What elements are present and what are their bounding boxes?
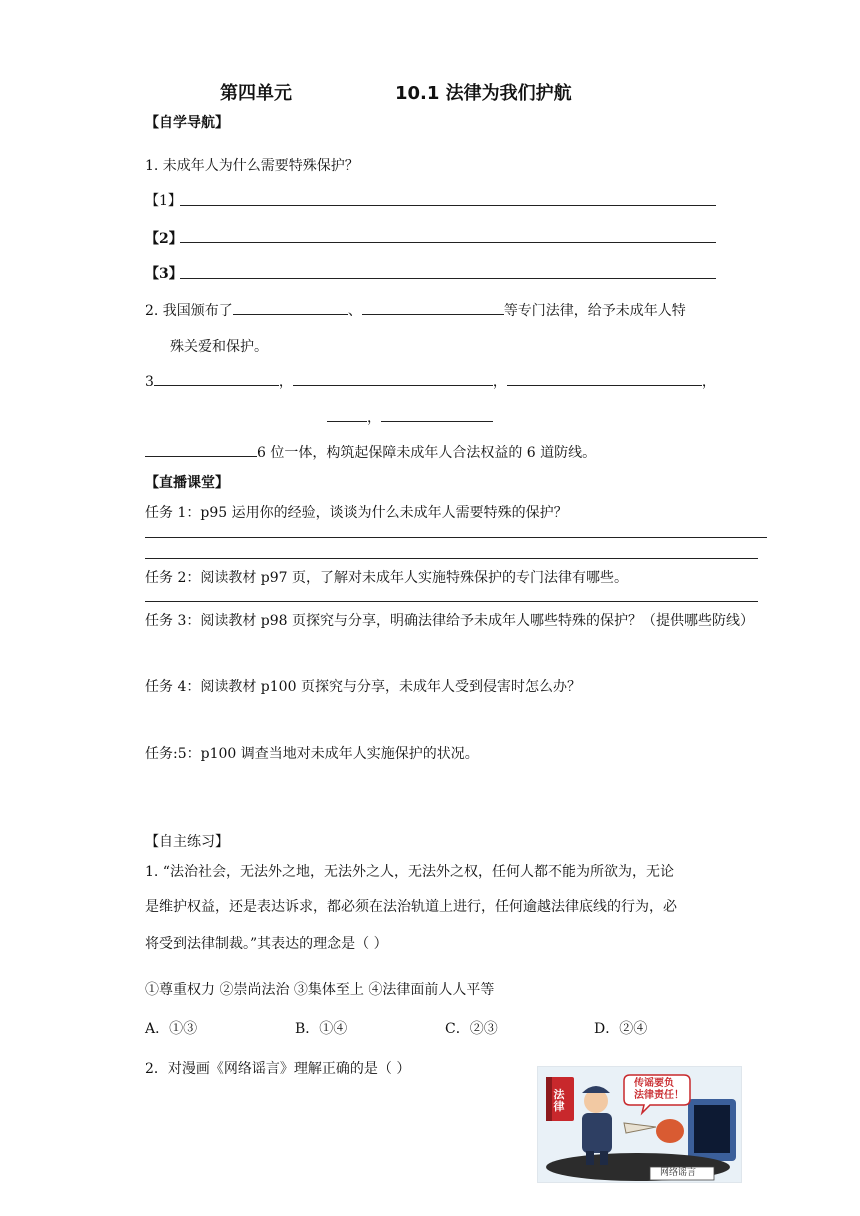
option-c[interactable]: C．②③ bbox=[445, 1021, 498, 1037]
task-4: 任务 4：阅读教材 p100 页探究与分享，未成年人受到侵害时怎么办？ bbox=[145, 679, 581, 695]
law-blank-2[interactable] bbox=[362, 300, 504, 315]
practice-q1-items: ①尊重权力 ②崇尚法治 ③集体至上 ④法律面前人人平等 bbox=[145, 982, 495, 998]
practice-heading: 【自主练习】 bbox=[145, 834, 229, 850]
defense-blank-4[interactable] bbox=[327, 407, 367, 422]
question-3-line-2: ， bbox=[327, 407, 493, 427]
question-2-line-2: 殊关爱和保护。 bbox=[170, 339, 268, 355]
defense-blank-6[interactable] bbox=[145, 442, 257, 457]
defense-blank-2[interactable] bbox=[293, 371, 493, 386]
defense-blank-5[interactable] bbox=[381, 407, 493, 422]
live-class-heading: 【直播课堂】 bbox=[145, 475, 229, 491]
practice-q2: 2．对漫画《网络谣言》理解正确的是（ ） bbox=[145, 1061, 411, 1077]
task-2: 任务 2：阅读教材 p97 页，了解对未成年人实施特殊保护的专门法律有哪些。 bbox=[145, 570, 629, 586]
megaphone-icon bbox=[624, 1123, 656, 1133]
task-3: 任务 3：阅读教材 p98 页探究与分享，明确法律给予未成年人哪些特殊的保护？（提供哪些防线） bbox=[145, 613, 755, 629]
answer-label-2: 【2】 bbox=[145, 231, 183, 247]
unit-title: 第四单元 bbox=[220, 83, 292, 104]
answer-label-3: 【3】 bbox=[145, 266, 183, 282]
practice-q1-line-1: 1. “法治社会，无法外之地，无法外之人，无法外之权，任何人都不能为所欲为，无论 bbox=[145, 864, 674, 880]
task-1: 任务 1：p95 运用你的经验，谈谈为什么未成年人需要特殊的保护？ bbox=[145, 505, 568, 521]
option-b[interactable]: B．①④ bbox=[295, 1021, 348, 1037]
police-body bbox=[582, 1113, 612, 1153]
task-1-line-1[interactable] bbox=[145, 537, 767, 538]
question-3-line-1: 3 ， ， ， bbox=[145, 371, 716, 391]
defense-blank-3[interactable] bbox=[507, 371, 702, 386]
answer-line-2[interactable] bbox=[180, 242, 716, 243]
lesson-title: 10.1 法律为我们护航 bbox=[395, 83, 572, 104]
option-d[interactable]: D．②④ bbox=[594, 1021, 648, 1037]
rumor-spreader bbox=[656, 1119, 684, 1143]
law-blank-1[interactable] bbox=[233, 300, 348, 315]
question-2: 2. 我国颁布了 、 等专门法律，给予未成年人特 bbox=[145, 300, 686, 320]
law-book-label: 法律 bbox=[553, 1088, 565, 1113]
option-a[interactable]: A．①③ bbox=[145, 1021, 198, 1037]
self-study-heading: 【自学导航】 bbox=[145, 115, 229, 131]
bubble-line-1: 传谣要负 bbox=[634, 1078, 674, 1089]
comic-caption: 网络谣言 bbox=[660, 1168, 697, 1178]
comic-online-rumor bbox=[537, 1066, 742, 1183]
answer-label-1: 【1】 bbox=[145, 193, 182, 209]
task-5: 任务:5：p100 调查当地对未成年人实施保护的状况。 bbox=[145, 746, 479, 762]
answer-line-3[interactable] bbox=[180, 278, 716, 279]
question-3-line-3: 6 位一体，构筑起保障未成年人合法权益的 6 道防线。 bbox=[145, 442, 596, 462]
practice-q1-line-3: 将受到法律制裁。”其表达的理念是（ ） bbox=[145, 936, 388, 952]
task-1-line-2[interactable] bbox=[145, 558, 758, 559]
answer-line-1[interactable] bbox=[180, 205, 716, 206]
defense-blank-1[interactable] bbox=[154, 371, 279, 386]
task-2-line[interactable] bbox=[145, 601, 758, 602]
question-1: 1. 未成年人为什么需要特殊保护？ bbox=[145, 158, 359, 174]
bubble-line-2: 法律责任！ bbox=[634, 1090, 684, 1101]
practice-q1-line-2: 是维护权益，还是表达诉求，都必须在法治轨道上进行，任何逾越法律底线的行为，必 bbox=[145, 899, 677, 915]
police-cap bbox=[582, 1086, 610, 1093]
